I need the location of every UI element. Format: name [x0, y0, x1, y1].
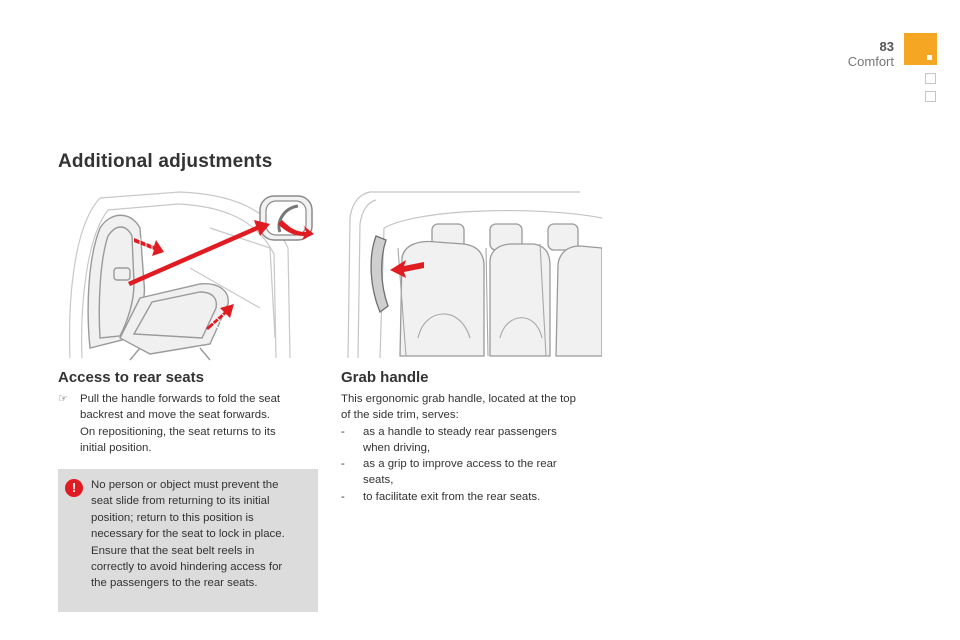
page-number: 83	[879, 39, 894, 54]
pointing-hand-icon: ☞	[58, 393, 68, 405]
intro-line: This ergonomic grab handle, located at the top	[341, 393, 576, 405]
dash-bullet: -	[341, 425, 345, 438]
list-item	[341, 424, 611, 457]
instruction-line: On repositioning, the seat returns to its	[80, 425, 276, 438]
list-item-line: as a grip to improve access to the rear	[363, 458, 557, 471]
front-seat-illustration	[60, 188, 322, 362]
warning-line: position; return to this position is	[91, 511, 254, 524]
access-rear-seats-heading: Access to rear seats	[58, 369, 204, 386]
list-item-line: when driving,	[363, 441, 431, 454]
section-tab[interactable]	[925, 91, 936, 102]
exclamation-warning-icon: !	[65, 479, 83, 497]
intro-line: of the side trim, serves:	[341, 409, 459, 422]
warning-line: correctly to avoid hindering access for	[91, 561, 283, 574]
page-title: Additional adjustments	[58, 151, 273, 172]
warning-line: necessary for the seat to lock in place.	[91, 528, 285, 541]
instruction-line: backrest and move the seat forwards.	[80, 409, 270, 422]
section-label: Comfort	[847, 54, 894, 69]
warning-line: seat slide from returning to its initial	[91, 495, 270, 508]
rear-seats-illustration	[340, 188, 602, 362]
tab-dot-icon	[927, 55, 932, 60]
grab-handle-heading: Grab handle	[341, 369, 429, 386]
access-instruction	[58, 391, 335, 456]
section-tab-active[interactable]	[904, 33, 937, 65]
list-item	[341, 456, 611, 489]
warning-text	[91, 477, 313, 592]
list-item-line: as a handle to steady rear passengers	[363, 425, 557, 438]
dash-bullet: -	[341, 490, 345, 503]
warning-line: the passengers to the rear seats.	[91, 577, 258, 590]
list-item	[341, 489, 611, 505]
instruction-line: initial position.	[80, 441, 152, 454]
warning-line: Ensure that the seat belt reels in	[91, 544, 255, 557]
warning-line: No person or object must prevent the	[91, 479, 279, 491]
dash-bullet: -	[341, 458, 345, 471]
grab-handle-description	[341, 391, 611, 505]
list-item-line: to facilitate exit from the rear seats.	[363, 490, 541, 503]
list-item-line: seats,	[363, 474, 394, 487]
section-tab[interactable]	[925, 73, 936, 84]
instruction-line: Pull the handle forwards to fold the seat	[80, 393, 281, 405]
